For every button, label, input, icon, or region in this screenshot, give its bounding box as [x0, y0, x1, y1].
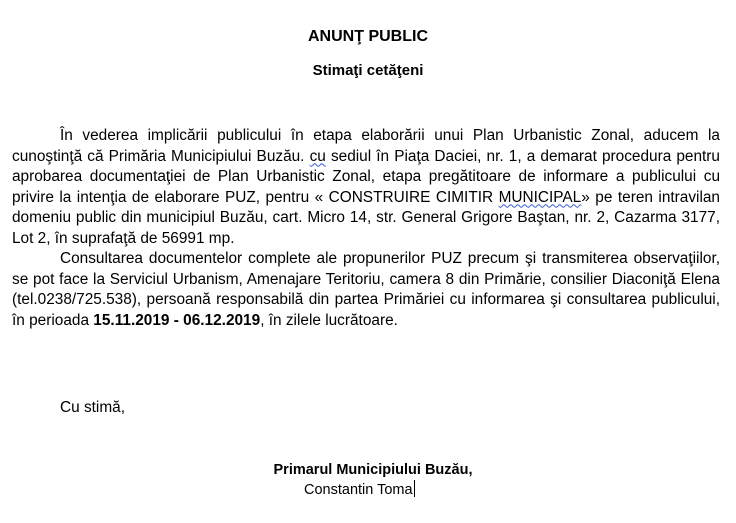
- paragraph-announcement: [12, 126, 720, 249]
- signature-title: Primarul Municipiului Buzău,: [273, 462, 473, 478]
- signature-block: [304, 480, 415, 500]
- paragraph-1-part-3: » pe teren intravilan domeniu public din municipiul Buzău, cart. Micro 14, str. General Grigore Baştan, nr. 2, Cazarma 3177, Lot 2, în suprafaţă de 56991 mp.: [12, 188, 720, 247]
- text-cursor[interactable]: [414, 480, 415, 497]
- consultation-period: 15.11.2019 - 06.12.2019: [93, 311, 261, 329]
- signature-name: Constantin Toma: [304, 482, 413, 498]
- paragraph-2-text: Consultarea documentelor complete ale propunerilor PUZ precum şi transmiterea observaţiilor, se pot face la Serviciul Urbanism, Amenajare Teritoriu, camera 8 din Primărie, consilier Diaconiţă Elena (tel.0238/725.538), persoană responsabilă din partea Primăriei cu informarea şi consultarea publicului, în perioada: [12, 250, 720, 329]
- closing-salutation: Cu stimă,: [60, 399, 125, 416]
- paragraph-1-part-2: sediul în Piaţa Daciei, nr. 1, a demarat procedura pentru aprobarea documentaţiei de Plan Urbanistic Zonal, etapa pregătitoare de informare a publicului cu privire la intenţia de elaborare PUZ, pentru « CONSTRUIRE CIMITIR: [12, 147, 720, 206]
- document-body: [12, 126, 720, 331]
- spellcheck-word-municipal: MUNICIPAL: [498, 188, 582, 206]
- document-title: ANUNŢ PUBLIC: [308, 28, 428, 45]
- spellcheck-word-cu: cu: [309, 147, 326, 165]
- document-subtitle: Stimaţi cetăţeni: [312, 62, 424, 79]
- paragraph-2-tail: , în zilele lucrătoare.: [260, 311, 398, 329]
- paragraph-consultation: [12, 249, 720, 331]
- paragraph-1-part-1: În vederea implicării publicului în etapa elaborării unui Plan Urbanistic Zonal, aducem la cunoştinţă că Primăria Municipiului Buzău.: [12, 127, 720, 165]
